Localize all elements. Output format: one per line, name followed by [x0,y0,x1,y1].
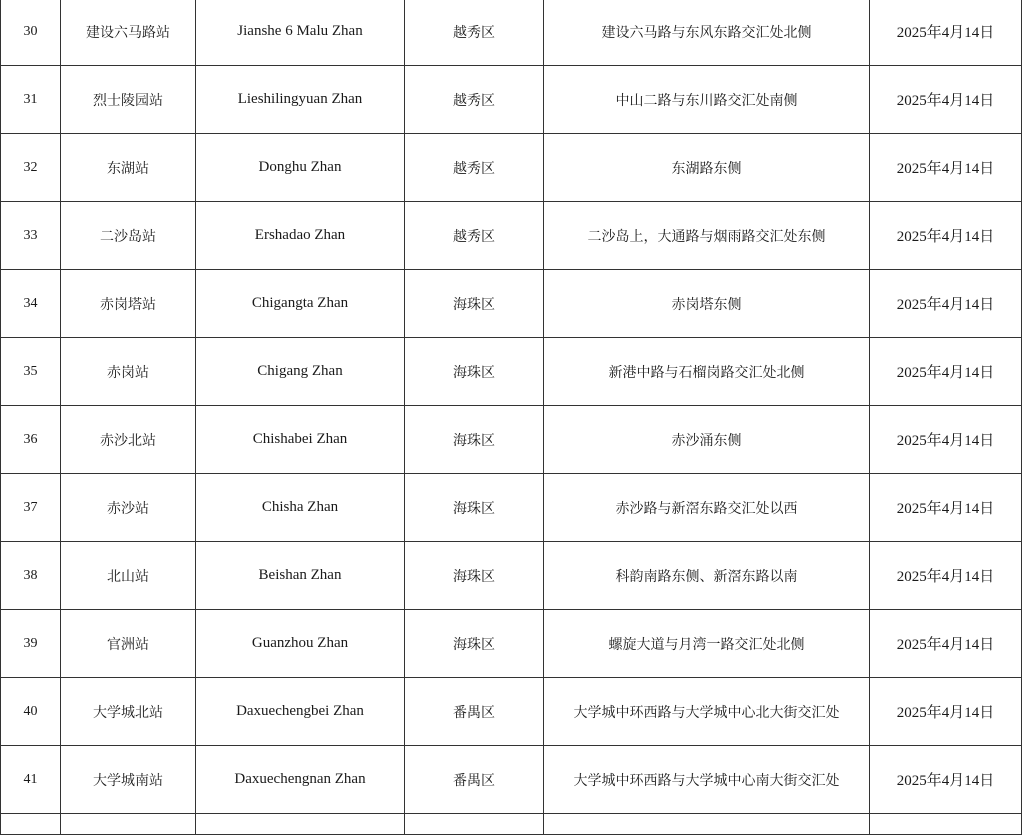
cell-location: 东湖路东侧 [544,134,870,202]
table-row [1,66,1022,134]
table-row [1,338,1022,406]
cell-date: 2025年4月14日 [870,474,1022,542]
cell-date: 2025年4月14日 [870,678,1022,746]
cell-station-pinyin: Daxuechengbei Zhan [196,678,405,746]
cell-district: 海珠区 [405,474,544,542]
cell-location: 新港中路与石榴岗路交汇处北侧 [544,338,870,406]
cell-district: 海珠区 [405,270,544,338]
cell-station-pinyin: Donghu Zhan [196,134,405,202]
cell-station-name: 建设六马路站 [61,0,196,66]
cell-number: 40 [1,678,61,746]
cell-number: 30 [1,0,61,66]
cell-date: 2025年4月14日 [870,0,1022,66]
cell-station-pinyin: Guanzhou Zhan [196,610,405,678]
cell-station-pinyin: Jianshe 6 Malu Zhan [196,0,405,66]
cell-station-name: 大学城北站 [61,678,196,746]
cell-district: 海珠区 [405,610,544,678]
cell-date: 2025年4月14日 [870,270,1022,338]
cell-district: 越秀区 [405,66,544,134]
station-table-body [1,0,1022,835]
cell-station-name: 赤沙北站 [61,406,196,474]
cell-station-name: 赤岗站 [61,338,196,406]
cell-station-pinyin: Chisha Zhan [196,474,405,542]
cell-station-pinyin: Chigang Zhan [196,338,405,406]
cell-station-pinyin: Lieshilingyuan Zhan [196,66,405,134]
cell-district: 海珠区 [405,542,544,610]
cell-location: 大学城中环西路与大学城中心北大街交汇处 [544,678,870,746]
cell-district: 越秀区 [405,0,544,66]
table-row [1,406,1022,474]
cell-number: 36 [1,406,61,474]
cell-station-name: 烈士陵园站 [61,66,196,134]
cell-number: 37 [1,474,61,542]
cell-station-name: 大学城南站 [61,746,196,814]
cell-location: 赤沙路与新滘东路交汇处以西 [544,474,870,542]
cell-location: 建设六马路与东风东路交汇处北侧 [544,0,870,66]
cell-district: 海珠区 [405,406,544,474]
cell-station-name: 赤沙站 [61,474,196,542]
table-row [1,474,1022,542]
cell-station-pinyin: Daxuechengnan Zhan [196,746,405,814]
cell-location: 二沙岛上，大通路与烟雨路交汇处东侧 [544,202,870,270]
cell-number: 34 [1,270,61,338]
cell-empty [870,814,1022,835]
table-row [1,542,1022,610]
cell-empty [61,814,196,835]
cell-number: 31 [1,66,61,134]
cell-empty [544,814,870,835]
cell-number: 38 [1,542,61,610]
cell-date: 2025年4月14日 [870,610,1022,678]
table-row [1,202,1022,270]
cell-date: 2025年4月14日 [870,542,1022,610]
cell-date: 2025年4月14日 [870,746,1022,814]
cell-location: 中山二路与东川路交汇处南侧 [544,66,870,134]
cell-number: 41 [1,746,61,814]
cell-empty [405,814,544,835]
cell-empty [1,814,61,835]
cell-station-name: 北山站 [61,542,196,610]
cell-date: 2025年4月14日 [870,134,1022,202]
cell-date: 2025年4月14日 [870,66,1022,134]
cell-empty [196,814,405,835]
cell-station-pinyin: Chigangta Zhan [196,270,405,338]
cell-location: 赤沙涌东侧 [544,406,870,474]
cell-district: 越秀区 [405,202,544,270]
cell-station-pinyin: Chishabei Zhan [196,406,405,474]
cell-number: 35 [1,338,61,406]
cell-district: 番禺区 [405,746,544,814]
cell-location: 科韵南路东侧、新滘东路以南 [544,542,870,610]
cell-number: 32 [1,134,61,202]
cell-location: 螺旋大道与月湾一路交汇处北侧 [544,610,870,678]
cell-district: 番禺区 [405,678,544,746]
cell-location: 赤岗塔东侧 [544,270,870,338]
cell-date: 2025年4月14日 [870,202,1022,270]
cell-date: 2025年4月14日 [870,406,1022,474]
table-row [1,610,1022,678]
cell-station-name: 赤岗塔站 [61,270,196,338]
cell-location: 大学城中环西路与大学城中心南大街交汇处 [544,746,870,814]
table-row [1,270,1022,338]
table-row [1,0,1022,66]
cell-station-name: 二沙岛站 [61,202,196,270]
table-row-partial [1,814,1022,835]
table-row [1,134,1022,202]
cell-number: 39 [1,610,61,678]
cell-date: 2025年4月14日 [870,338,1022,406]
cell-station-name: 东湖站 [61,134,196,202]
cell-station-pinyin: Ershadao Zhan [196,202,405,270]
cell-district: 越秀区 [405,134,544,202]
cell-district: 海珠区 [405,338,544,406]
cell-station-pinyin: Beishan Zhan [196,542,405,610]
cell-number: 33 [1,202,61,270]
table-row [1,746,1022,814]
table-row [1,678,1022,746]
cell-station-name: 官洲站 [61,610,196,678]
